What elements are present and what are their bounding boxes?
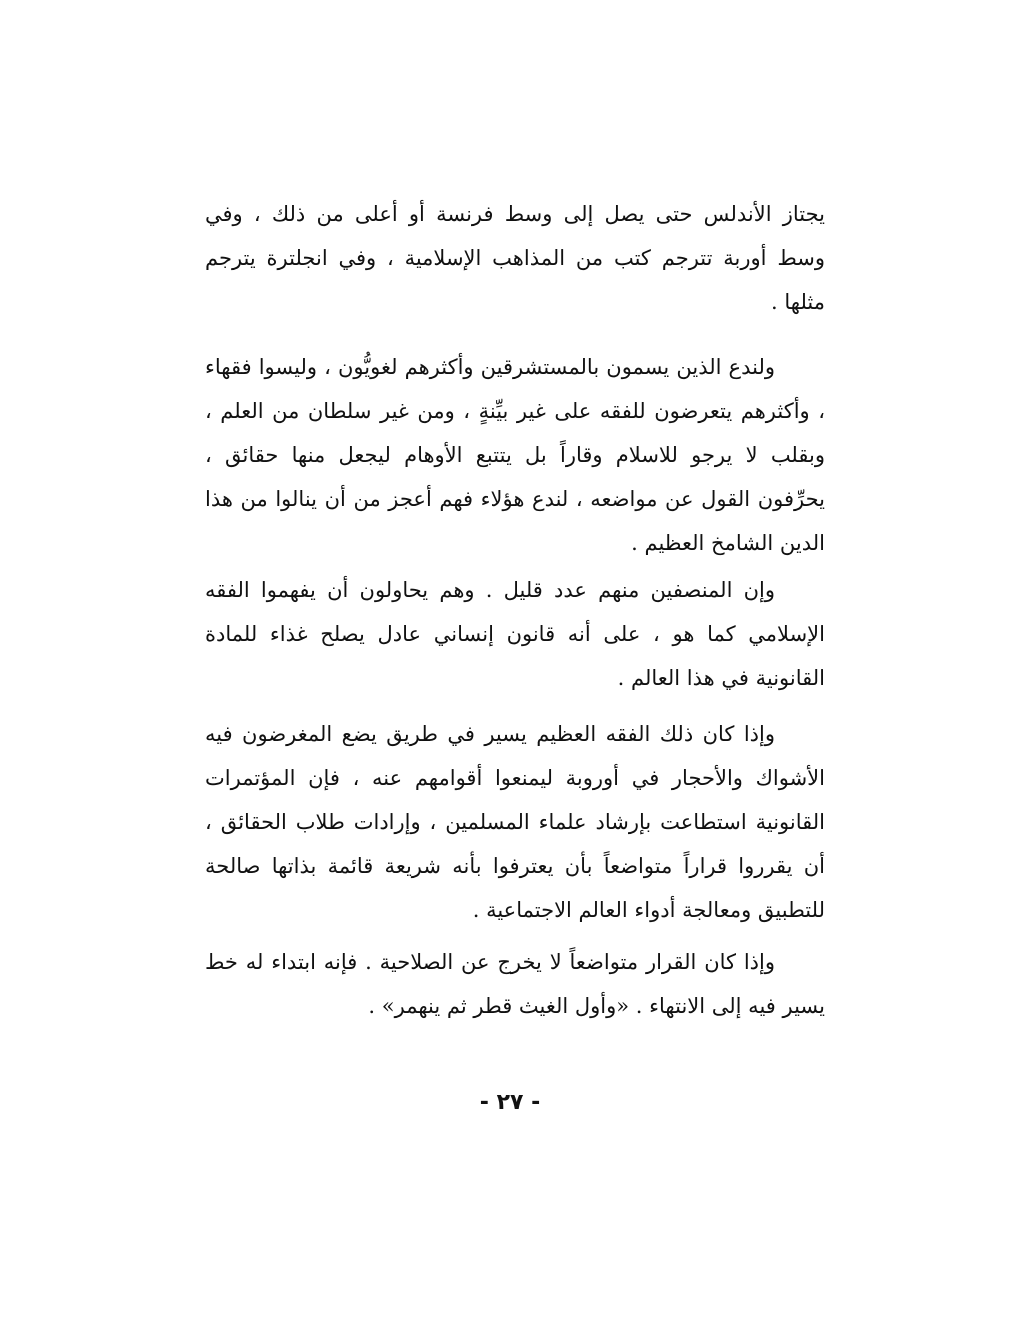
paragraph-4: وإذا كان ذلك الفقه العظيم يسير في طريق يضع المغرضون فيه الأشواك والأحجار في أوروبة ليمنعوا أقوامهم عنه ، فإن المؤتمرات القانونية استطاعت بإرشاد علماء المسلمين ، وإرادات طلاب الحقائق ، أن يقرروا قراراً متواضعاً بأن يعترفوا بأنه شريعة قائمة بذاتها صالحة للتطبيق ومعالجة أدواء العالم الاجتماعية . [205,722,825,922]
paragraph-5: وإذا كان القرار متواضعاً لا يخرج عن الصلاحية . فإنه ابتداء له خط يسير فيه إلى الانتهاء . «وأول الغيث قطر ثم ينهمر» . [205,950,825,1018]
paragraph-3: وإن المنصفين منهم عدد قليل . وهم يحاولون أن يفهموا الفقه الإسلامي كما هو ، على أنه قانون إنساني عادل يصلح غذاء للمادة القانونية في هذا العالم . [205,578,825,690]
paragraph-2: ولندع الذين يسمون بالمستشرقين وأكثرهم لغويُّون ، وليسوا فقهاء ، وأكثرهم يتعرضون للفقه على غير بيِّنةٍ ، ومن غير سلطان من العلم ، وبقلب لا يرجو للاسلام وقاراً بل يتتبع الأوهام ليجعل منها حقائق ، يحرِّفون القول عن مواضعه ، لندع هؤلاء فهم أعجز من أن ينالوا من هذا الدين الشامخ العظيم . [205,355,825,555]
page-number: - ٢٧ - [479,1090,541,1115]
paragraph-1: يجتاز الأندلس حتى يصل إلى وسط فرنسة أو أعلى من ذلك ، وفي وسط أوربة تترجم كتب من المذاهب الإسلامية ، وفي انجلترة يترجم مثلها . [205,202,825,314]
